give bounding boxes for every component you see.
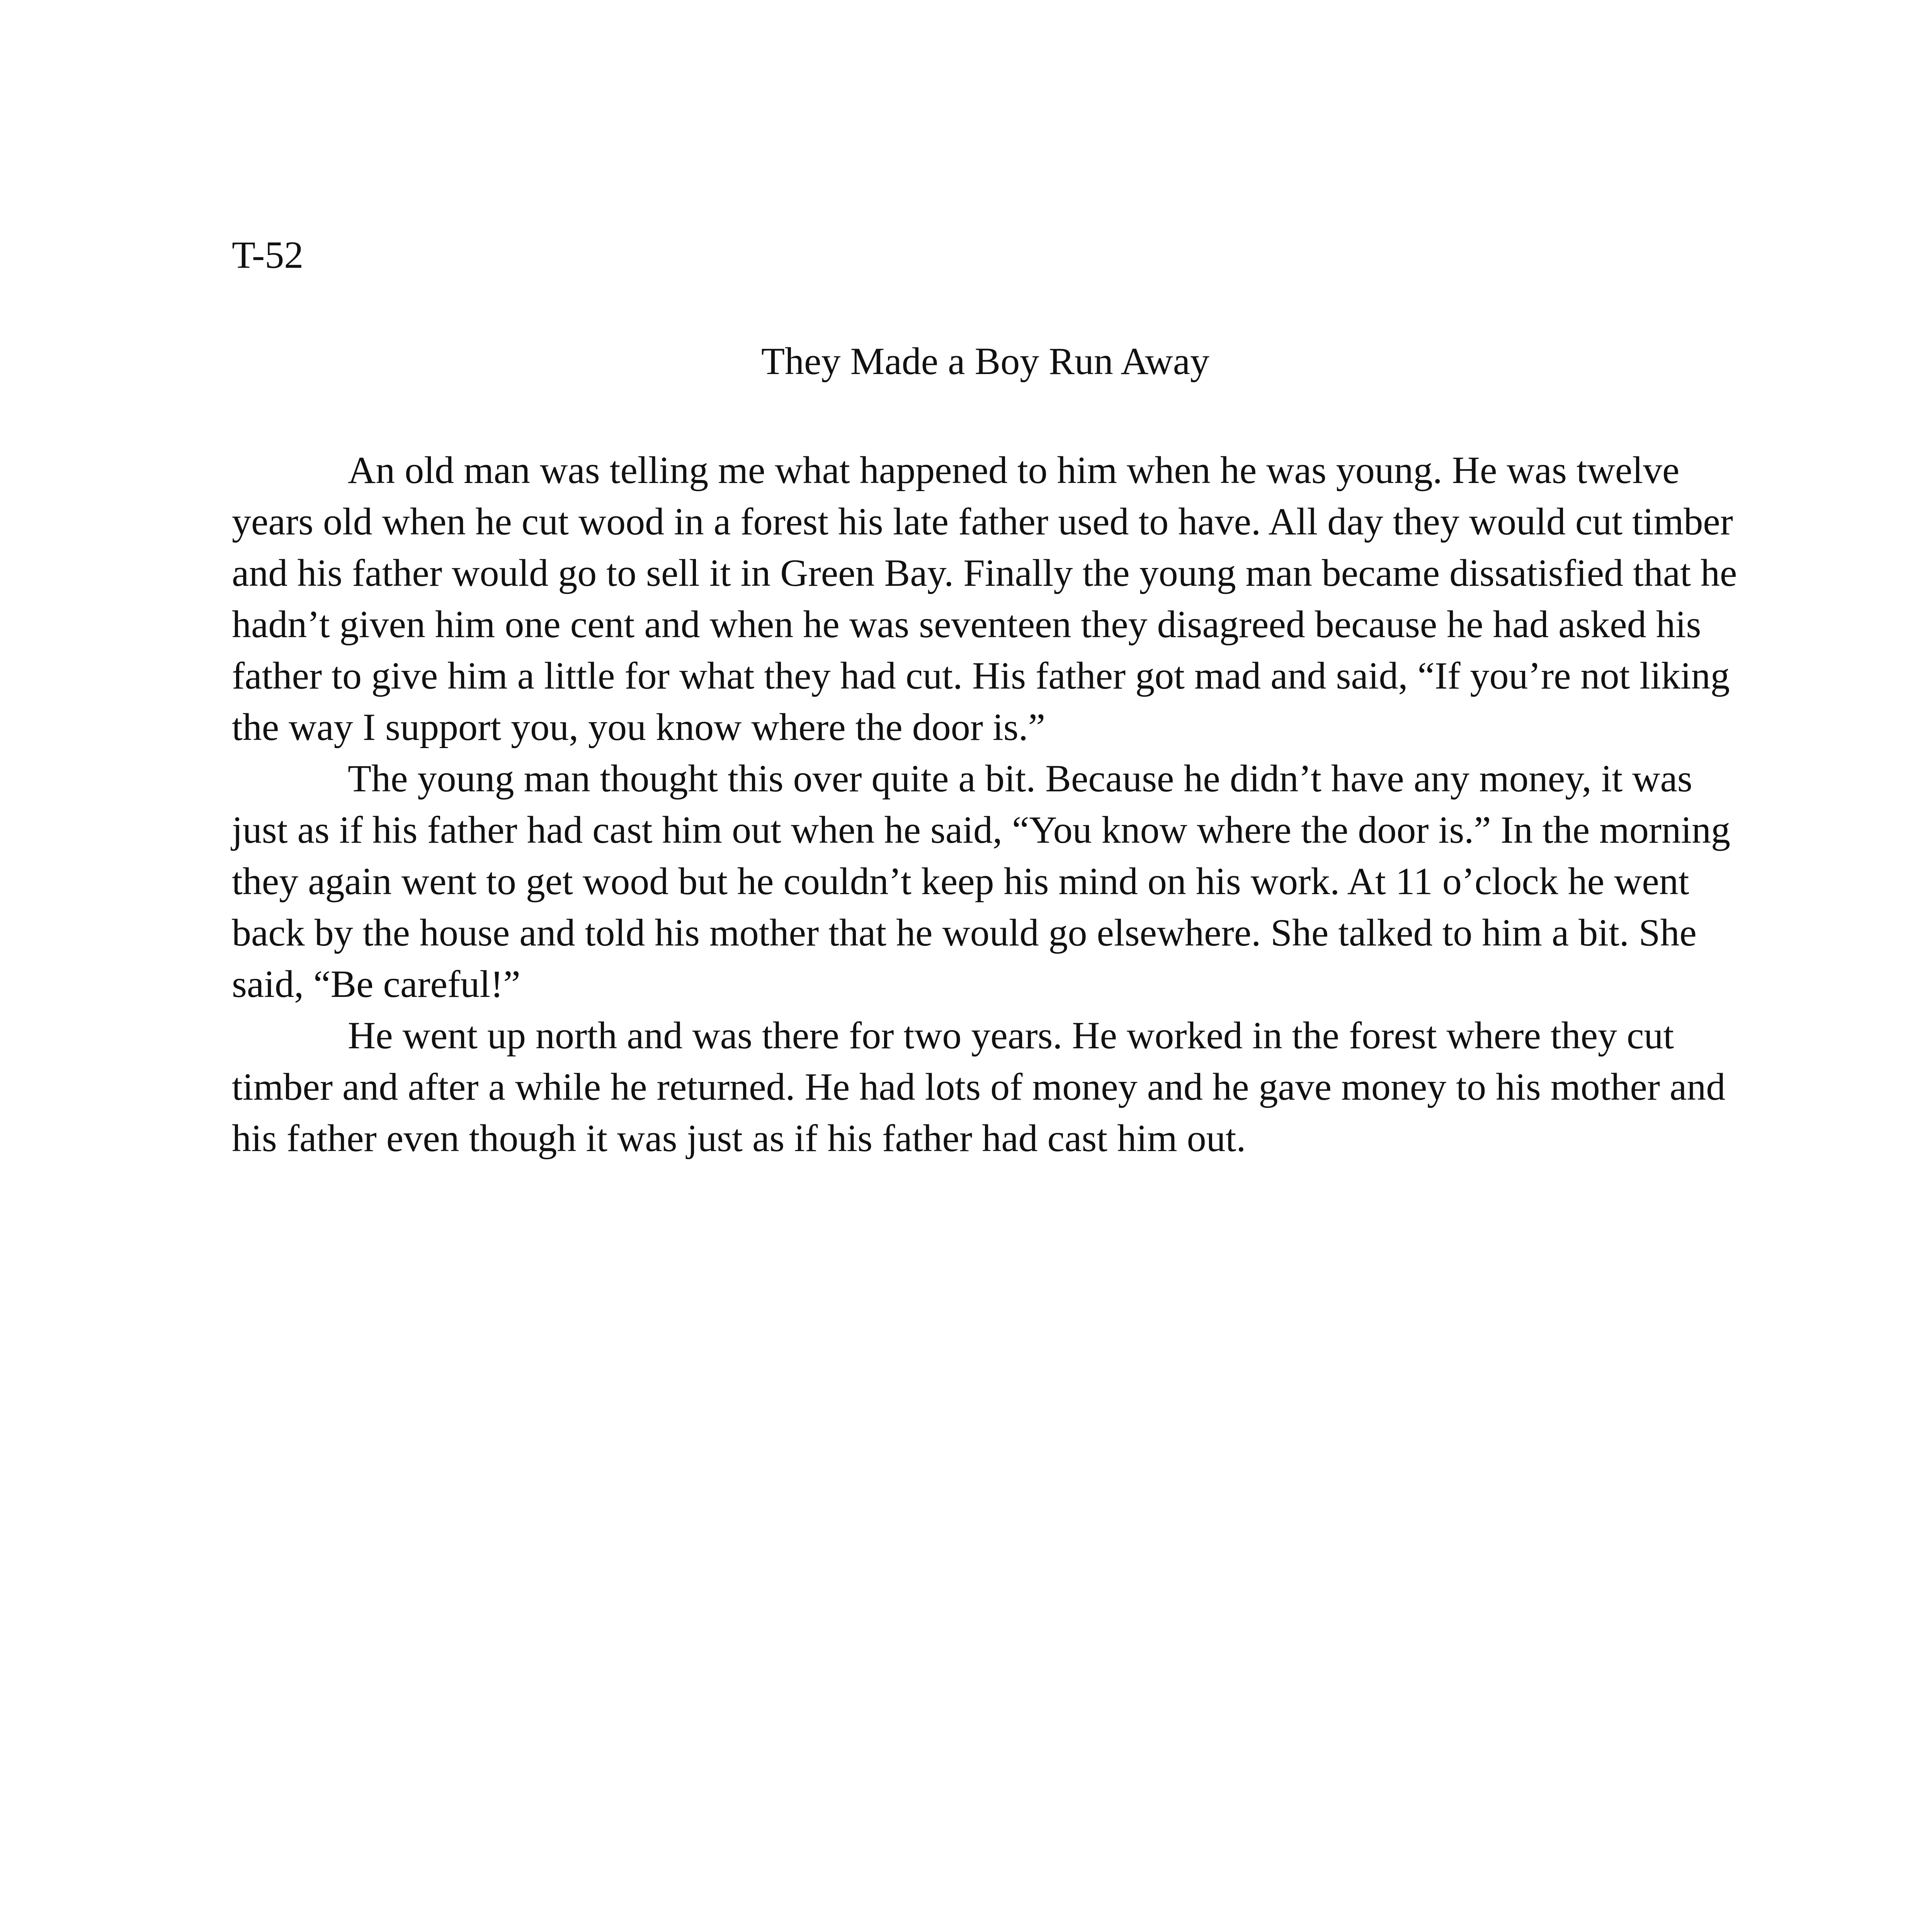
story-body xyxy=(232,444,1739,1164)
story-title: They Made a Boy Run Away xyxy=(761,340,1210,383)
page-identifier: T-52 xyxy=(232,233,304,276)
paragraph-2: The young man thought this over quite a bit. Because he didn’t have any money, it was just as if his father had cast him out when he said, “You know where the door is.” In the morning they again went to get wood but he couldn’t keep his mind on his work. At 11 o’clock he went back by the house and told his mother that he would go elsewhere. She talked to him a bit. She said, “Be careful!” xyxy=(232,757,1730,1005)
paragraph-3: He went up north and was there for two years. He worked in the forest where they cut timber and after a while he returned. He had lots of money and he gave money to his mother and his father even though it was just as if his father had cast him out. xyxy=(232,1014,1726,1160)
paragraph-1: An old man was telling me what happened to him when he was young. He was twelve years old when he cut wood in a forest his late father used to have. All day they would cut timber and his father would go to sell it in Green Bay. Finally the young man became dissatisfied that he hadn’t given him one cent and when he was seventeen they disagreed because he had asked his father to give him a little for what they had cut. His father got mad and said, “If you’re not liking the way I support you, you know where the door is.” xyxy=(232,449,1737,748)
